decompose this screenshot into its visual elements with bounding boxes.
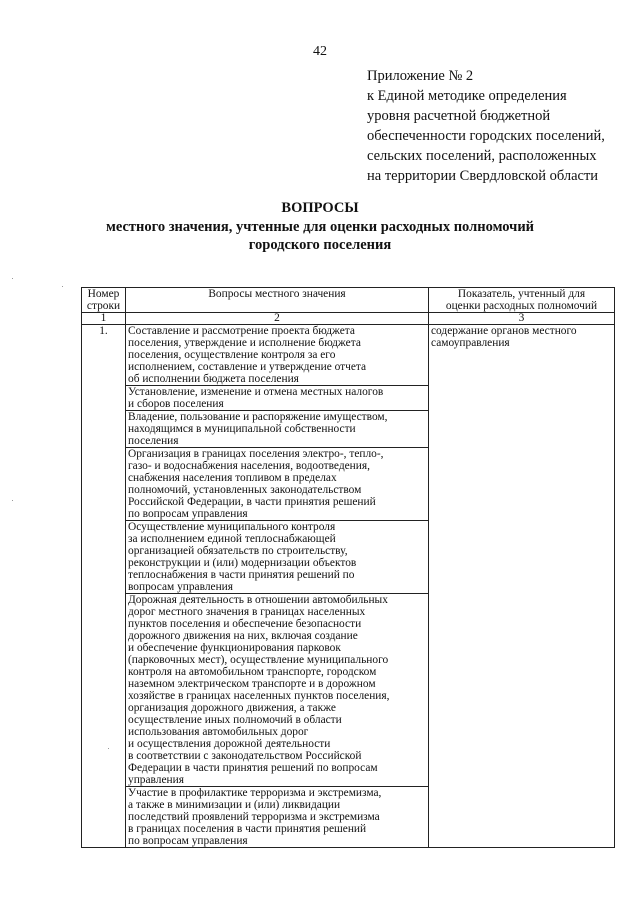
annex-line: сельских поселений, расположенных — [367, 148, 597, 164]
annex-line: на территории Свердловской области — [367, 168, 599, 184]
question-cell — [126, 594, 429, 787]
page-number: 42 — [313, 44, 327, 59]
indicator-cell — [429, 411, 615, 448]
annex-line: к Единой методике определения — [367, 88, 567, 104]
question-line: последствий проявлений терроризма и экстремизма — [128, 811, 380, 823]
question-line: контроля на автомобильном транспорте, городском — [128, 666, 377, 678]
question-line: Федерации в части принятия решений по вопросам — [128, 762, 378, 774]
question-line: поселения — [128, 435, 179, 447]
title-subtitle-line: местного значения, учтенные для оценки расходных полномочий — [105, 219, 535, 235]
column-index: 2 — [126, 313, 429, 325]
questions-table — [81, 287, 615, 848]
question-line: Дорожная деятельность в отношении автомобильных — [128, 594, 388, 606]
header-indicator: Показатель, учтенный для оценки расходных полномочий — [429, 288, 615, 313]
question-cell — [126, 787, 429, 848]
question-cell — [126, 411, 429, 448]
indicator-cell — [429, 594, 615, 787]
question-line: об исполнении бюджета поселения — [128, 373, 299, 385]
row-number-cell — [82, 787, 126, 848]
question-line: по вопросам управления — [128, 835, 248, 847]
question-line: (парковочных мест), осуществление муниципального — [128, 654, 389, 666]
table-row — [82, 411, 615, 448]
title-subtitle-line: городского поселения — [248, 237, 392, 253]
question-line: использования автомобильных дорог — [128, 726, 309, 738]
question-line: и сборов поселения — [128, 398, 224, 410]
question-line: в границах поселения в части принятия решений — [128, 823, 367, 835]
question-line: Российской Федерации, в части принятия решений — [128, 496, 376, 508]
question-line: наземном электрическом транспорте и в дорожном — [128, 678, 376, 690]
question-line: в соответствии с законодательством Российской — [128, 750, 362, 762]
question-line: организация дорожного движения, а также — [128, 702, 336, 714]
question-line: снабжения населения топливом в пределах — [128, 472, 337, 484]
row-number-cell — [82, 386, 126, 411]
question-line: управления — [128, 774, 184, 786]
question-line: поселения, утверждение и исполнение бюджета — [128, 337, 361, 349]
question-line: Осуществление муниципального контроля — [128, 521, 336, 533]
question-line: Установление, изменение и отмена местных налогов — [128, 386, 384, 398]
question-line: организацией обязательств по строительству, — [128, 545, 348, 557]
question-line: вопросам управления — [128, 581, 234, 593]
column-index-row — [82, 313, 615, 325]
question-line: хозяйстве в границах населенных пунктов поселения, — [128, 690, 390, 702]
question-line: пунктов поселения и обеспечение безопасности — [128, 618, 362, 630]
question-cell — [126, 521, 429, 594]
table-row — [82, 787, 615, 848]
indicator-cell — [429, 386, 615, 411]
table-row — [82, 521, 615, 594]
indicator-line: самоуправления — [431, 337, 510, 349]
indicator-line: содержание органов местного — [431, 325, 577, 337]
table-row — [82, 448, 615, 521]
column-index: 3 — [429, 313, 615, 325]
question-line: дорожного движения на них, включая создание — [128, 630, 358, 642]
question-line: Составление и рассмотрение проекта бюджета — [128, 325, 355, 337]
question-line: осуществление иных полномочий в области — [128, 714, 342, 726]
header-row-number: Номер строки — [82, 288, 126, 313]
question-line: и осуществления дорожной деятельности — [128, 738, 331, 750]
question-cell — [126, 386, 429, 411]
question-line: по вопросам управления — [128, 508, 248, 520]
question-line: газо- и водоснабжения населения, водоотведения, — [128, 460, 370, 472]
annex-line: обеспеченности городских поселений, — [367, 128, 605, 144]
question-line: Организация в границах поселения электро-, тепло-, — [128, 448, 384, 460]
question-line: находящимся в муниципальной собственности — [128, 423, 356, 435]
row-number-cell — [82, 411, 126, 448]
question-line: Участие в профилактике терроризма и экстремизма, — [128, 787, 382, 799]
row-number: 1. — [99, 325, 108, 337]
indicator-cell — [429, 787, 615, 848]
annex-line: уровня расчетной бюджетной — [367, 108, 551, 124]
question-line: реконструкции и (или) модернизации объектов — [128, 557, 357, 569]
question-line: за исполнением единой теплоснабжающей — [128, 533, 336, 545]
question-line: а также в минимизации и (или) ликвидации — [128, 799, 341, 811]
indicator-cell — [429, 521, 615, 594]
question-cell — [126, 448, 429, 521]
title-main: ВОПРОСЫ — [281, 200, 359, 216]
row-number-cell — [82, 594, 126, 787]
question-line: дорог местного значения в границах населенных — [128, 606, 366, 618]
annex-line: Приложение № 2 — [367, 68, 474, 84]
question-line: и обеспечение функционирования парковок — [128, 642, 341, 654]
question-cell — [126, 325, 429, 386]
indicator-cell — [429, 448, 615, 521]
table-row — [82, 325, 615, 386]
question-line: теплоснабжения в части принятия решений по — [128, 569, 355, 581]
row-number-cell — [82, 448, 126, 521]
header-questions: Вопросы местного значения — [126, 288, 429, 313]
question-line: полномочий, установленных законодательством — [128, 484, 362, 496]
table-header-row — [82, 288, 615, 313]
table-row — [82, 386, 615, 411]
annex-reference — [367, 66, 629, 186]
column-index: 1 — [82, 313, 126, 325]
row-number-cell — [82, 521, 126, 594]
table-row — [82, 594, 615, 787]
question-line: поселения, осуществление контроля за его — [128, 349, 336, 361]
question-line: Владение, пользование и распоряжение имуществом, — [128, 411, 388, 423]
question-line: исполнением, составление и утверждение отчета — [128, 361, 367, 373]
document-title — [60, 199, 580, 254]
indicator-cell — [429, 325, 615, 386]
row-number-cell — [82, 325, 126, 386]
